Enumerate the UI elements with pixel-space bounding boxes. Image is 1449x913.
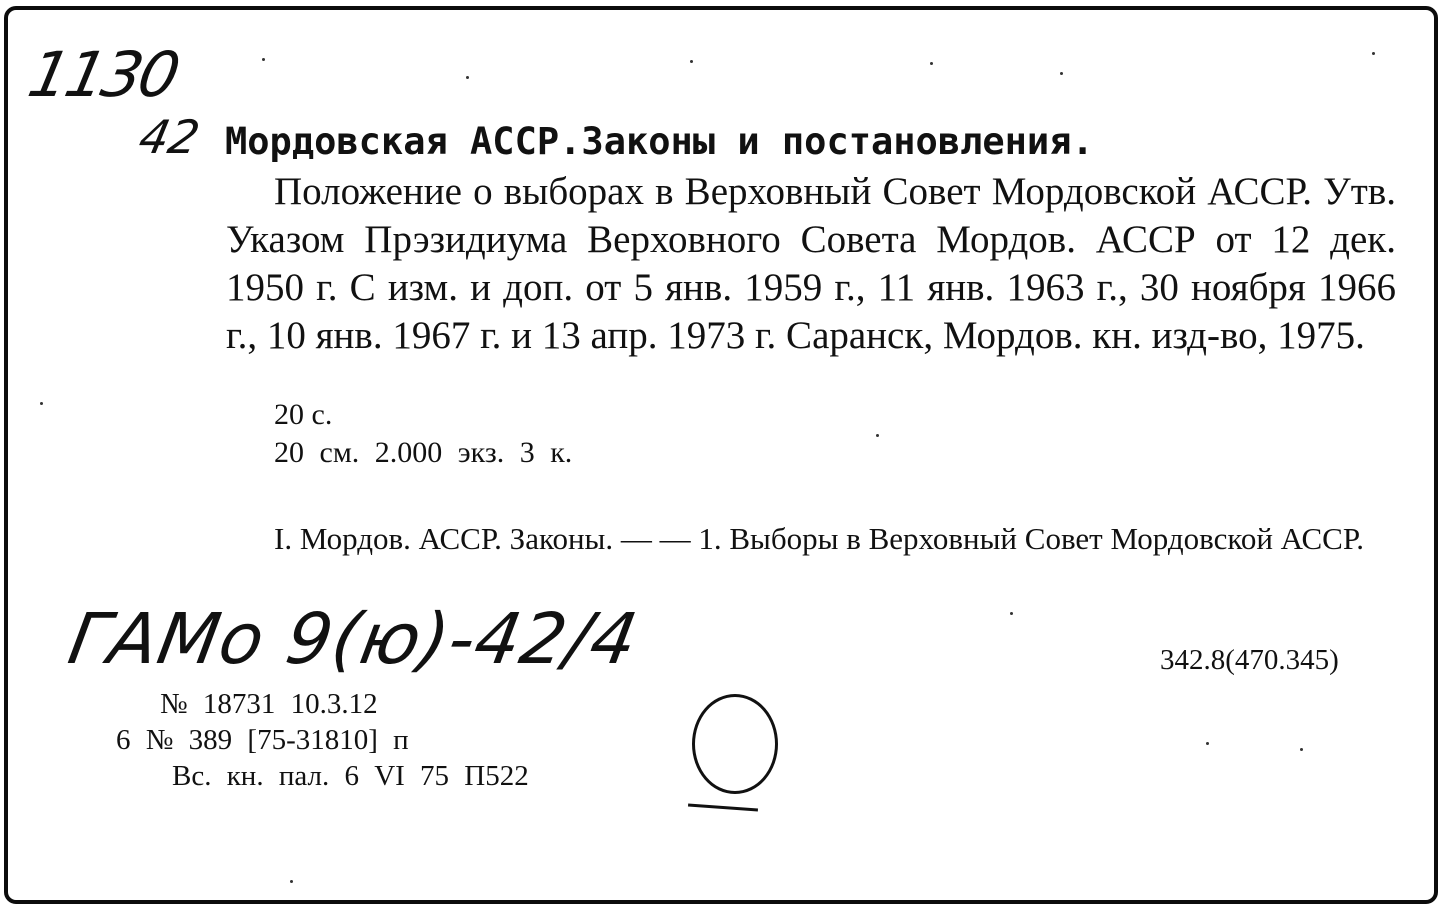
imprint-line-3: Вс. кн. пал. 6 VI 75 П522 <box>172 760 529 792</box>
scan-speck <box>690 60 693 63</box>
bibliographic-description: Положение о выборах в Верховный Совет Мордовской АССР. Утв. Указом Прэзидиума Верховного Совета Мордов. АССР от 12 дек. 1950 г. С изм. и доп. от 5 янв. 1959 г., 11 янв. 1963 г., 30 ноября 1966 г., 10 янв. 1967 г. и 13 апр. 1973 г. Саранск, Мордов. кн. изд-во, 1975. <box>226 170 1396 357</box>
scan-speck <box>40 402 43 405</box>
scan-speck <box>290 880 293 883</box>
scan-speck <box>1206 742 1209 745</box>
classification-code: 342.8(470.345) <box>1160 644 1339 676</box>
format-and-print-run: 20 см. 2.000 экз. 3 к. <box>274 436 573 469</box>
scan-speck <box>876 434 879 437</box>
scan-speck <box>1060 72 1063 75</box>
subject-headings: I. Мордов. АССР. Законы. — — 1. Выборы в Верховный Совет Мордовской АССР. <box>274 521 1364 556</box>
shelf-mark-handwritten: 1130 <box>22 38 184 111</box>
archive-mark-handwritten: ГАМо 9(ю)-42/4 <box>62 598 645 680</box>
scan-speck <box>262 58 265 61</box>
shelf-mark-sub-handwritten: 42 <box>134 110 205 164</box>
scan-speck <box>1372 52 1375 55</box>
card-heading: Мордовская АССР.Законы и постановления. <box>225 120 1094 163</box>
scan-speck <box>1010 612 1013 615</box>
page-count: 20 с. <box>274 398 333 431</box>
imprint-line-1: № 18731 10.3.12 <box>160 688 378 720</box>
scan-speck <box>1300 748 1303 751</box>
scan-speck <box>930 62 933 65</box>
scan-speck <box>466 76 469 79</box>
library-stamp-circle <box>692 694 778 794</box>
imprint-line-2: 6 № 389 [75-31810] п <box>116 724 409 756</box>
